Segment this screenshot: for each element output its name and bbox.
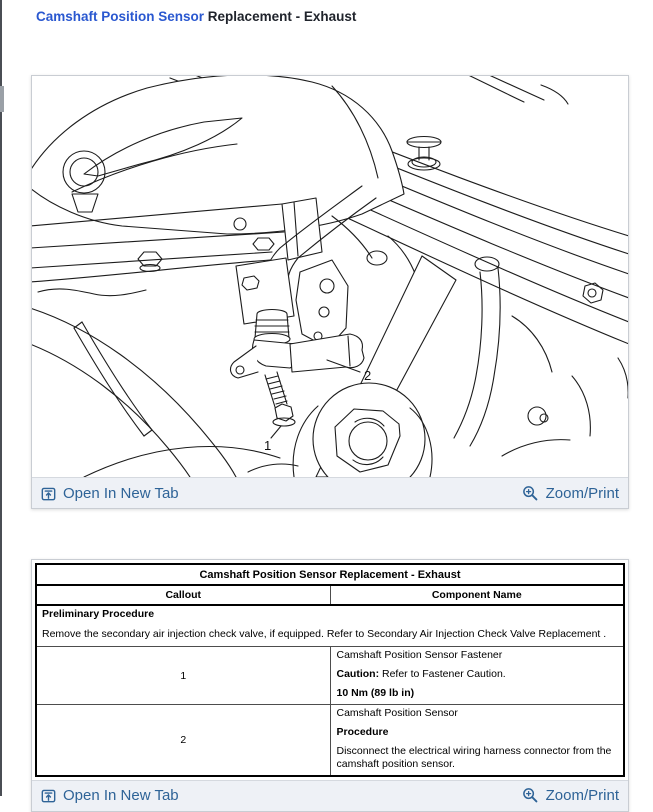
table-row [36, 647, 624, 705]
push-pin-clip [407, 137, 441, 171]
pulley-hub [293, 383, 432, 477]
window-left-edge [0, 0, 2, 796]
page-title [36, 9, 356, 24]
component-cell-2 [330, 705, 624, 776]
table-panel [31, 559, 629, 812]
component-cell-1 [330, 647, 624, 705]
zoom-magnifier-plus-icon [522, 485, 539, 502]
sensor-bracket [236, 258, 348, 348]
callout-cell-1: 1 [36, 647, 330, 705]
open-in-new-tab-label: Open In New Tab [63, 484, 179, 502]
column-header-component: Component Name [330, 585, 624, 605]
diagram-image [32, 76, 628, 477]
table-title: Camshaft Position Sensor Replacement - Exhaust [36, 564, 624, 585]
callout-cell-2: 2 [36, 705, 330, 776]
zoom-print-link[interactable] [522, 485, 619, 502]
left-edge-notch [0, 86, 4, 112]
engine-cover [32, 76, 404, 234]
component-line: Camshaft Position Sensor Fastener [336, 649, 503, 662]
preliminary-text: Remove the secondary air injection check valve, if equipped. Refer to Secondary Air Injection Check Valve Replacement . [42, 628, 607, 641]
component-line: Camshaft Position Sensor [336, 707, 458, 720]
preliminary-heading: Preliminary Procedure [42, 608, 155, 620]
page-title-rest: Replacement - Exhaust [204, 9, 357, 24]
callout-label-1: 1 [264, 438, 272, 453]
right-side-components [454, 257, 628, 456]
engine-line-drawing [32, 76, 628, 477]
callout-label-2: 2 [364, 368, 372, 383]
page-title-link-part: Camshaft Position Sensor [36, 9, 205, 24]
open-in-new-tab-icon [41, 486, 56, 501]
open-in-new-tab-link[interactable] [41, 485, 179, 502]
component-line: 10 Nm (89 lb in) [336, 687, 415, 700]
column-header-callout: Callout [36, 585, 330, 605]
open-in-new-tab-label: Open In New Tab [63, 787, 179, 805]
zoom-print-label: Zoom/Print [545, 484, 619, 502]
diagram-panel [31, 75, 629, 509]
zoom-print-label: Zoom/Print [545, 787, 619, 805]
preliminary-procedure-cell [36, 605, 624, 647]
diagram-footer-bar [32, 477, 628, 508]
windshield-corner-lines [462, 76, 568, 104]
component-table [35, 563, 625, 777]
component-line: Procedure [336, 726, 389, 739]
sensor-bolt [265, 372, 295, 426]
table-footer-bar [32, 780, 628, 811]
table-row [36, 705, 624, 776]
component-line: Caution: Refer to Fastener Caution. [336, 668, 506, 681]
component-line: Disconnect the electrical wiring harness connector from the camshaft position sensor. [336, 745, 612, 770]
